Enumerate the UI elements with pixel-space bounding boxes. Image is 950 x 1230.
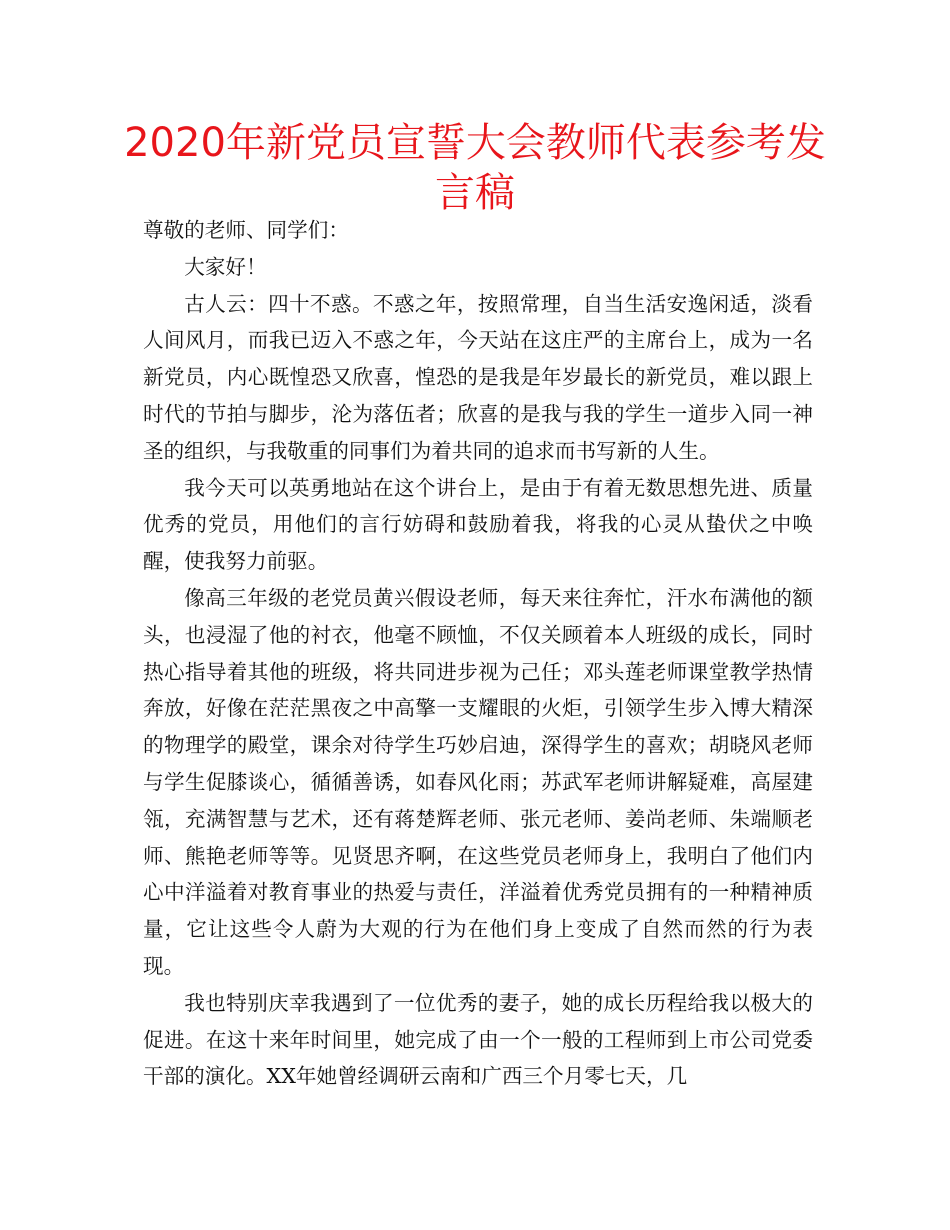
greeting: 大家好！ — [184, 254, 267, 279]
salutation: 尊敬的老师、同学们： — [143, 218, 349, 242]
paragraph: 像高三年级的老党员黄兴假设老师，每天来往奔忙，汗水布满他的额头，也浸湿了他的衬衣，他毫不顾恤，不仅关顾着本人班级的成长，同时热心指导着其他的班级，将共同进步视为己任；邓头莲老师课堂教学热情奔放，好像在茫茫黑夜之中高擎一支耀眼的火炬，引领学生步入博大精深的物理学的殿堂，课余对待学生巧妙启迪，深得学生的喜欢；胡晓风老师与学生促膝谈心，循循善诱，如春风化雨；苏武军老师讲解疑难，高屋建瓴，充满智慧与艺术，还有蒋楚辉老师、张元老师、姜尚老师、朱端顺老师、熊艳老师等等。见贤思齐啊，在这些党员老师身上，我明白了他们内心中洋溢着对教育事业的热爱与责任，洋溢着优秀党员拥有的一种精神质量，它让这些令人蔚为大观的行为在他们身上变成了自然而然的行为表现。 — [143, 585, 813, 978]
paragraph: 古人云：四十不惑。不惑之年，按照常理，自当生活安逸闲适，淡看人间风月，而我已迈入不惑之年，今天站在这庄严的主席台上，成为一名新党员，内心既惶恐又欣喜，惶恐的是我是年岁最长的新党员，难以跟上时代的节拍与脚步，沦为落伍者；欣喜的是我与我的学生一道步入同一神圣的组织，与我敬重的同事们为着共同的追求而书写新的人生。 — [143, 291, 813, 463]
document-title: 2020年新党员宣誓大会教师代表参考发言稿 — [124, 120, 826, 216]
paragraph: 我也特别庆幸我遇到了一位优秀的妻子，她的成长历程给我以极大的促进。在这十来年时间里，她完成了由一个一般的工程师到上市公司党委干部的演化。XX年她曾经调研云南和广西三个月零七天，几 — [143, 990, 813, 1089]
paragraph: 我今天可以英勇地站在这个讲台上，是由于有着无数思想先进、质量优秀的党员，用他们的言行妨碍和鼓励着我，将我的心灵从蛰伏之中唤醒，使我努力前驱。 — [143, 475, 813, 574]
document-body — [143, 212, 813, 1095]
